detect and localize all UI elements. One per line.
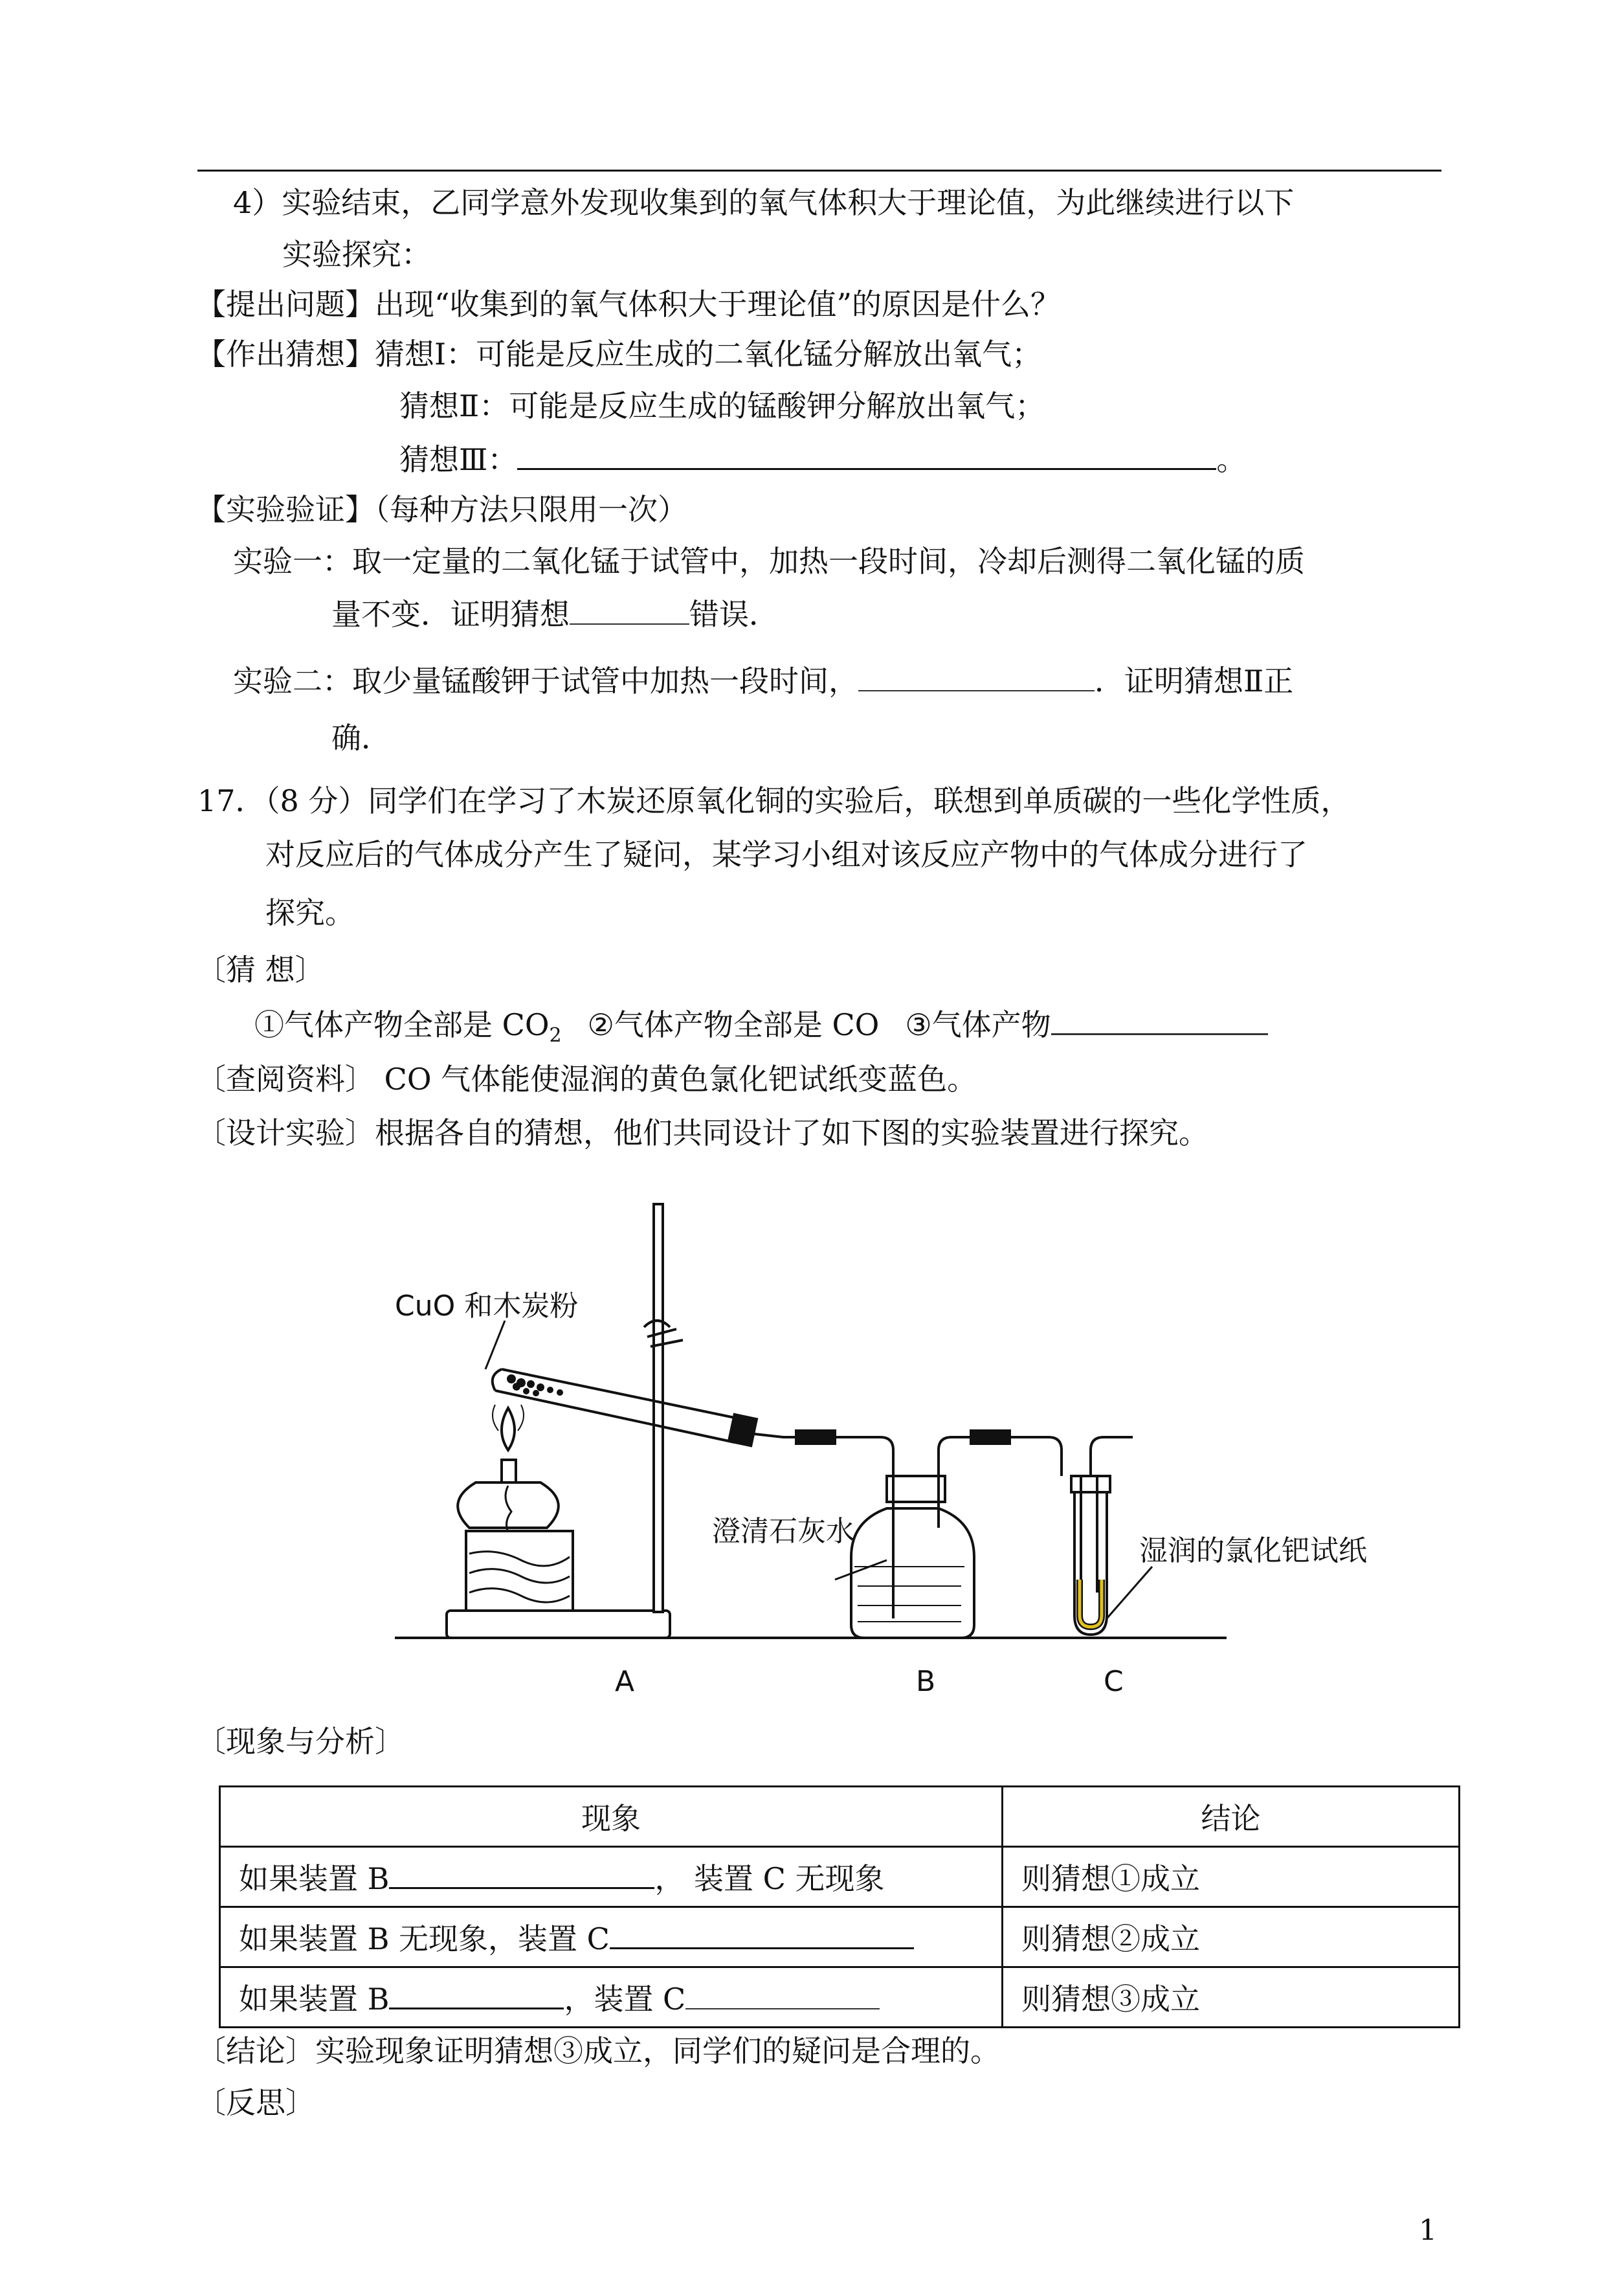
experiment-1-line1: 实验一：取一定量的二氧化锰于试管中，加热一段时间，冷却后测得二氧化锰的质: [233, 544, 1305, 579]
analysis-table: [219, 1785, 1460, 2028]
table-row: [220, 1907, 1460, 1967]
guess-tag: 〔猜 想〕: [196, 952, 325, 987]
reagent-powder: [507, 1374, 563, 1396]
hypothesis-2: 猜想Ⅱ：可能是反应生成的锰酸钾分解放出氧气；: [399, 388, 1045, 423]
rubber-joint-2: [971, 1431, 1010, 1444]
guess-3: ③气体产物: [905, 1007, 1051, 1042]
reference-text: CO 气体能使湿润的黄色氯化钯试纸变蓝色。: [375, 1062, 977, 1097]
row2-blank-c[interactable]: [610, 1921, 914, 1949]
guess-1: ①气体产物全部是 CO: [254, 1007, 550, 1042]
experiment-2-line2: 确．: [331, 721, 391, 755]
label-b: B: [916, 1665, 936, 1698]
q16-part4-line1: 4）实验结束，乙同学意外发现收集到的氧气体积大于理论值，为此继续进行以下: [233, 185, 1295, 220]
header-phenomenon: 现象: [220, 1787, 1003, 1847]
experiment-1-text-a: 量不变．证明猜想: [331, 597, 570, 632]
verify-note: （每种方法只限用一次）: [375, 492, 687, 527]
experiment-2-line1: [233, 660, 1293, 700]
guess-2: ②气体产物全部是 CO: [587, 1007, 880, 1042]
stand-base: [447, 1611, 670, 1638]
tube-c-out: [1091, 1437, 1133, 1476]
experiment-1-text-b: 错误．: [689, 597, 779, 632]
conclusion-line: 〔结论〕实验现象证明猜想③成立，同学们的疑问是合理的。: [196, 2033, 1000, 2068]
reference-row: [196, 1060, 977, 1099]
question-text: 出现“收集到的氧气体积大于理论值”的原因是什么？: [375, 287, 1061, 322]
page-number: 1: [1419, 2214, 1437, 2247]
analysis-tag: 〔现象与分析〕: [196, 1724, 405, 1759]
q17-line3: 探究。: [265, 895, 355, 930]
guess-row: [254, 1003, 1268, 1055]
rubber-joint-1: [796, 1431, 835, 1444]
hypothesis-tag: 【作出猜想】: [196, 337, 375, 372]
experiment-2-text-a: 实验二：取少量锰酸钾于试管中加热一段时间，: [233, 664, 858, 699]
experiment-2-text-b: ．证明猜想Ⅱ正: [1095, 664, 1294, 699]
verify-row: [196, 490, 687, 529]
reflection-tag: 〔反思〕: [196, 2085, 315, 2120]
q17-line1: 17．（8 分）同学们在学习了木炭还原氧化铜的实验后，联想到单质碳的一些化学性质，: [197, 783, 1351, 818]
table-row: [220, 1967, 1460, 2028]
table-row: [220, 1847, 1460, 1907]
design-row: [196, 1113, 1208, 1152]
phenomenon-cell: [220, 1967, 1003, 2028]
conclusion-cell: 则猜想①成立: [1003, 1847, 1460, 1907]
hypothesis-3-blank[interactable]: [517, 438, 1216, 470]
conclusion-cell: 则猜想③成立: [1003, 1967, 1460, 2028]
row1-blank-b[interactable]: [389, 1861, 654, 1889]
label-limewater: 澄清石灰水: [712, 1515, 854, 1548]
design-tag: 〔设计实验〕: [196, 1115, 375, 1150]
guess-3-blank[interactable]: [1051, 1003, 1268, 1035]
label-c: C: [1104, 1665, 1124, 1698]
row3-text-a: 如果装置 B: [239, 1982, 390, 2017]
experiment-1-blank[interactable]: [570, 594, 689, 625]
question-row: [196, 285, 1060, 324]
apparatus-figure: [388, 1191, 1367, 1709]
phenomenon-cell: [220, 1847, 1003, 1907]
reagent-leader: [485, 1321, 505, 1369]
paper-leader: [1107, 1567, 1152, 1618]
wood-block: [466, 1531, 573, 1611]
label-a: A: [615, 1665, 635, 1698]
hypothesis-3-row: [399, 438, 1246, 479]
row2-text-a: 如果装置 B 无现象，装置 C: [239, 1921, 610, 1956]
row1-text-a: 如果装置 B: [239, 1861, 390, 1896]
phenomenon-cell: [220, 1907, 1003, 1967]
hypothesis-row-1: [196, 335, 1041, 374]
label-paper: 湿润的氯化钯试纸: [1139, 1534, 1367, 1567]
hypothesis-3-label: 猜想Ⅲ：: [399, 442, 518, 477]
hypothesis-1: 猜想Ⅰ：可能是反应生成的二氧化锰分解放出氧气；: [375, 337, 1042, 372]
label-reagent: CuO 和木炭粉: [395, 1290, 579, 1323]
bottle-b: [851, 1476, 974, 1638]
question-tag: 【提出问题】: [196, 287, 375, 322]
guess-1-subscript: 2: [549, 1024, 562, 1047]
reference-tag: 〔查阅资料〕: [196, 1062, 375, 1097]
header-rule: [197, 170, 1441, 172]
row3-blank-c[interactable]: [685, 1982, 880, 2009]
q17-line2: 对反应后的气体成分产生了疑问，某学习小组对该反应产物中的气体成分进行了: [265, 837, 1307, 872]
row3-text-b: ，装置 C: [564, 1982, 686, 2017]
design-text: 根据各自的猜想，他们共同设计了如下图的实验装置进行探究。: [375, 1115, 1208, 1150]
header-conclusion: 结论: [1003, 1787, 1460, 1847]
verify-tag: 【实验验证】: [196, 492, 375, 527]
conclusion-cell: 则猜想②成立: [1003, 1907, 1460, 1967]
table-header-row: [220, 1787, 1460, 1847]
experiment-2-blank[interactable]: [858, 660, 1095, 691]
stand-rod: [654, 1204, 663, 1612]
q16-part4-line2: 实验探究：: [282, 237, 431, 272]
experiment-1-line2: [331, 594, 779, 634]
row1-text-b: ， 装置 C 无现象: [654, 1861, 885, 1896]
row3-blank-b[interactable]: [389, 1982, 564, 2009]
hypothesis-3-end: 。: [1216, 442, 1247, 477]
flame: [502, 1408, 515, 1450]
